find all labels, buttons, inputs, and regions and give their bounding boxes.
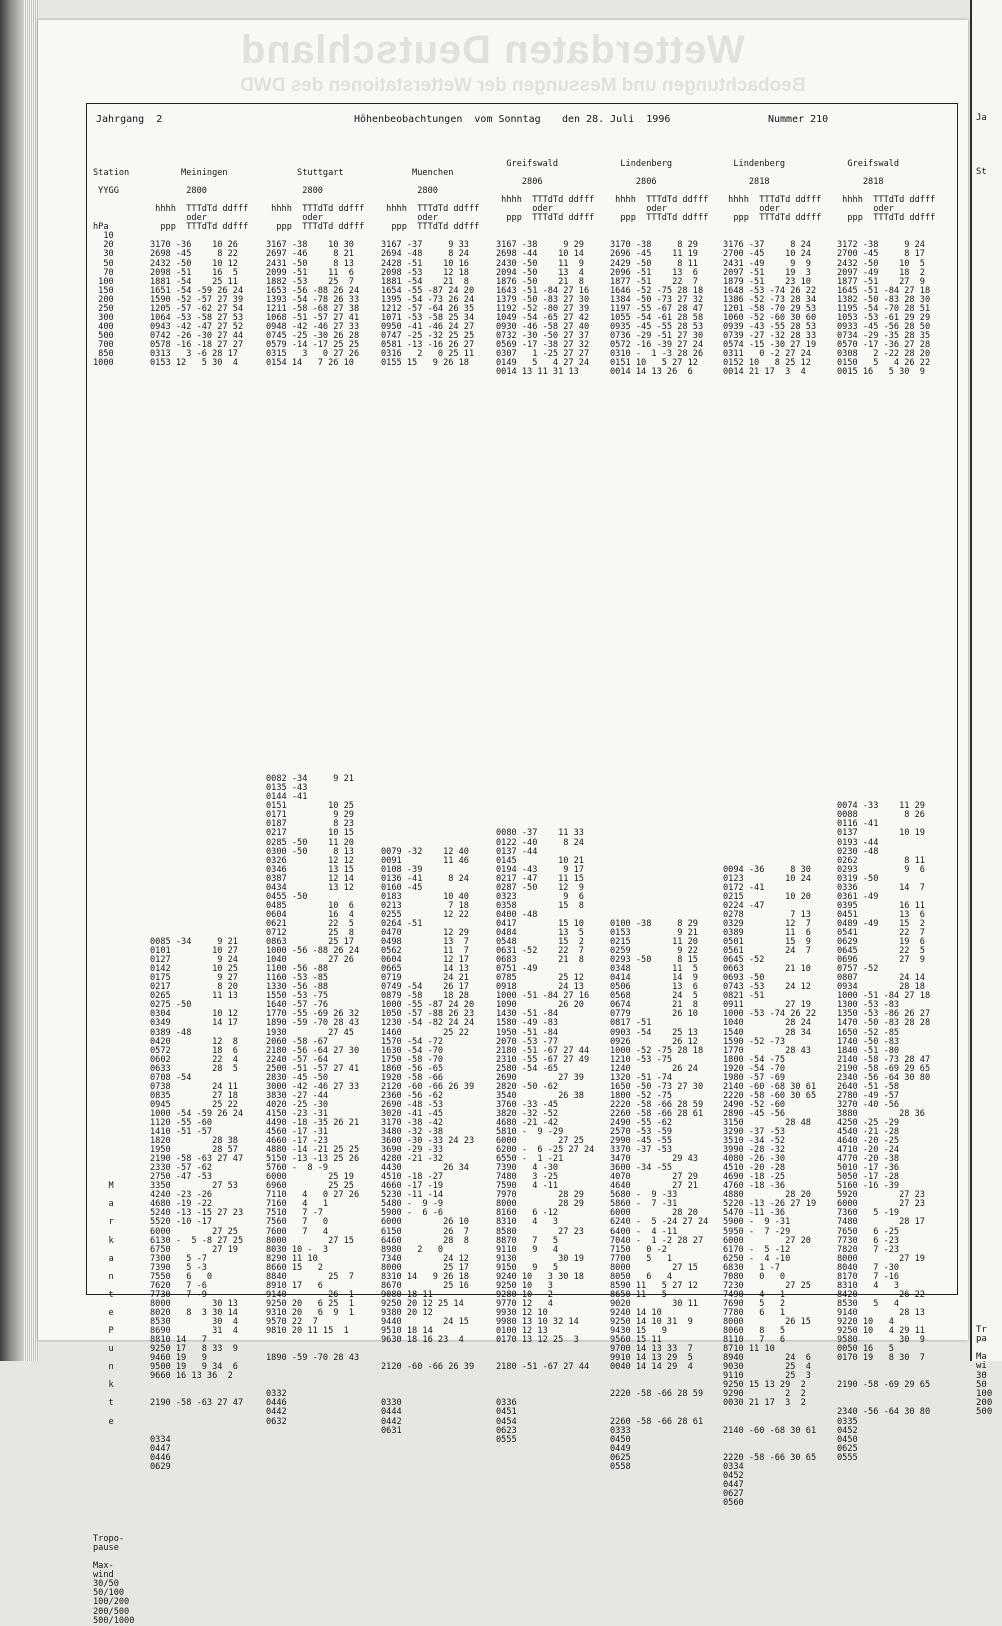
- page-title: Höhenbeobachtungen vom Sonntag: [354, 114, 541, 125]
- issue-number: Nummer 210: [768, 114, 829, 125]
- station-lindenberg-2818: Lindenberg 2818 hhhh TTTdTd ddfff oder ppp TTTdTd ddfff 3176 -37 8 24 2700 -45 10 24 2431 -49 9 9 2097 -51 19 3 1879 -51 23 10 1648 -53 -74 26 22 1386 -52 -73 28 34 1201 -58 -70 29 53 1060 -52 -60 30 60 0939 -43 -55 28 53 0739 -27 -32 28 33 0574 -15 -30 27 19 0311 0 -2 27 24 0152 10 8 25 12 0014 21 17 3 4 0094 -36 8 30 0123 10 24 0172 -41 0215 10 20 0224 -47 0278 7 13 0329 12 7 0389 11 6 0501 15 9 0561 24 7 0645 -52 0663 21 10 0693 -50 0743 -53 24 12 0821 -51 0911 27 19 1000 -53 -74 26 22 1040 28 24 1540 28 34 1590 -52 -73 1770 28 43 1800 -54 -75 1920 -54 -70 1980 -57 -69 2140 -60 -68 30 61 2220 -58 -60 30 65 2490 -52 -60 2890 -45 -56 3150 28 48 3290 -37 -53 3510 -34 -52 3990 -28 -32 4080 -26 -30 4510 -20 -28 4690 -18 -25 4760 -18 -36 4880 28 20 5220 -13 -26 27 19 5470 -11 -36 5900 - 9 -31 5950 - 7 -29 6000 27 20 6170 - 5 -12 6250 - 4 -10 6830 1 -7 7080 0 0 7230 27 25 7490 4 1 7690 5 2 7780 6 1 8000 26 15 8060 8 5 8110 7 6 8710 11 10 8940 24 6 9030 25 4 9110 25 3 9250 15 13 29 2 9290 2 2 0030 21 17 3 2 2140 -60 -68 30 61 2220 -58 -66 30 65 0334 0452 0447 0627 0560: [723, 159, 822, 1508]
- station-greifswald-2806: Greifswald 2806 hhhh TTTdTd ddfff oder ppp TTTdTd ddfff 3167 -38 9 29 2698 -44 10 14 2430 -50 11 9 2094 -50 13 4 1876 -50 21 8 1643 -51 -84 27 16 1379 -50 -83 27 30 1192 -52 -80 27 39 1049 -54 -65 27 42 0930 -46 -58 27 40 0732 -30 -50 27 37 0569 -17 -38 27 32 0307 1 -25 27 27 0149 5 4 27 24 0014 13 11 31 13 0080 -37 11 33 0122 -40 8 24 0137 -44 0145 10 21 0194 -43 9 17 0217 -47 11 15 0287 -50 12 9 0323 9 6 0358 15 8 0400 -48 0417 15 10 0484 13 5 0548 15 2 0631 -52 22 7 0683 21 8 0751 -49 0785 25 12 0918 24 13 1000 -51 -84 27 16 1090 26 20 1430 -51 -84 1580 -49 -83 1950 -51 -84 2070 -53 -77 2180 -51 -67 27 44 2310 -55 -67 27 49 2580 -54 -65 2690 27 39 2820 -50 -62 3540 26 38 3760 -33 -45 3820 -32 -52 4680 -21 -42 5810 - 9 -29 6000 27 25 6200 - 6 -25 27 24 6550 - 1 -21 7390 4 -30 7480 3 -25 7590 4 -11 7970 28 29 8000 28 29 8160 6 -12 8310 4 3 8580 27 23 8870 7 5 9110 9 4 9130 30 19 9150 9 5 9240 10 3 30 18 9250 10 3 9280 10 2 9770 12 4 9930 12 10 9980 13 10 32 14 0100 12 13 0170 13 12 25 3 2180 -51 -67 27 44 0336 0451 0454 0623 0555: [496, 159, 595, 1445]
- station-stuttgart: Stuttgart 2800 hhhh TTTdTd ddfff oder ppp TTTdTd ddfff 3167 -38 10 30 2697 -46 8 21 2431 -50 8 13 2099 -51 11 6 1882 -53 25 7 1653 -56 -88 26 24 1393 -54 -78 26 33 1211 -58 -68 27 38 1068 -51 -57 27 41 0948 -42 -46 27 33 0745 -25 -30 26 28 0579 -14 -17 25 25 0315 3 0 27 26 0154 14 7 26 10 0082 -34 9 21 0135 -43 0144 -41 0151 10 25 0171 9 29 0187 8 23 0217 10 15 0285 -50 11 20 0300 -50 8 13 0326 12 12 0346 13 15 0387 12 14 0434 13 12 0455 -50 0485 10 6 0604 16 4 0621 22 5 0712 25 8 0863 25 17 1000 -56 -88 26 24 1040 27 26 1100 -56 -88 1160 -53 -85 1330 -56 -88 1550 -53 -75 1640 -57 -76 1770 -55 -69 26 32 1890 -59 -70 28 43 1930 27 45 2060 -58 -67 2180 -56 -64 27 30 2240 -57 -64 2500 -51 -57 27 41 2830 -45 -50 3000 -42 -46 27 33 3830 -27 -44 4020 -25 -30 4150 -23 -31 4490 -18 -35 26 21 4560 -17 -31 4660 -17 -23 4880 -14 -21 25 25 5150 -13 -13 25 26 5760 - 8 -9 6000 25 19 6960 25 25 7110 4 0 27 26 7160 4 1 7510 7 -7 7560 7 0 7600 7 4 8000 27 15 8030 10 - 3 8290 11 10 8660 15 2 8840 25 7 8910 17 6 9140 26 1 9250 20 6 25 1 9310 20 6 9 1 9570 22 7 9810 20 11 15 1 1890 -59 -70 28 43 0332 0446 0442 0632: [266, 168, 365, 1427]
- station-greifswald-2818: Greifswald 2818 hhhh TTTdTd ddfff oder ppp TTTdTd ddfff 3172 -38 9 24 2700 -45 8 17 2432 -50 10 5 2097 -49 18 2 1877 -51 27 9 1645 -51 -84 27 18 1382 -50 -83 28 30 1195 -54 -70 28 51 1053 -53 -61 29 29 0933 -45 -56 28 50 0734 -29 -35 28 35 0570 -17 -36 27 28 0308 2 -22 28 20 0150 5 4 26 22 0015 16 5 30 9 0074 -33 11 29 0088 8 26 0116 -41 0137 10 19 0193 -44 0230 -48 0262 8 11 0293 9 6 0319 -50 0336 14 7 0361 -49 0395 16 11 0451 13 6 0489 -49 15 2 0541 22 7 0629 19 6 0645 22 5 0696 27 9 0757 -52 0807 24 14 0934 28 18 1000 -51 -84 27 18 1300 -53 -83 1350 -53 -86 26 27 1470 -50 -83 28 28 1650 -52 -85 1740 -50 -83 1840 -51 -80 2140 -58 -73 28 47 2190 -58 -69 29 65 2340 -56 -64 30 80 2640 -51 -58 2780 -49 -57 3270 -40 -56 3880 28 36 4250 -25 -29 4540 -21 -28 4640 -20 -25 4710 -20 -24 4770 -20 -38 5010 -17 -36 5050 -17 -28 5160 -16 -39 5920 27 23 6000 27 23 7360 5 -19 7480 28 17 7650 6 -25 7730 6 -23 7820 7 -23 8000 27 19 8040 7 -30 8170 7 -16 8310 4 3 8420 26 22 8530 5 4 9140 28 13 9220 10 4 9250 10 4 29 11 9580 30 9 0050 16 5 0170 19 8 30 7 2190 -58 -69 29 65 2340 -56 -64 30 80 0335 0452 0450 0625 0555: [837, 159, 936, 1463]
- jahrgang-label: Jahrgang 2: [96, 114, 163, 125]
- station-lindenberg-2806: Lindenberg 2806 hhhh TTTdTd ddfff oder ppp TTTdTd ddfff 3170 -38 8 29 2696 -45 11 19 2429 -50 8 11 2096 -51 13 6 1877 -51 22 7 1646 -52 -75 28 18 1384 -50 -73 27 32 1197 -55 -67 28 47 1055 -54 -61 28 58 0935 -45 -55 28 53 0736 -29 -51 27 30 0572 -16 -39 27 24 0310 - 1 -3 28 26 0151 10 5 27 12 0014 14 13 26 6 0100 -38 8 29 0153 9 21 0215 11 20 0259 9 22 0293 -50 8 15 0348 11 5 0414 14 9 0506 13 6 0568 24 5 0674 21 8 0779 26 10 0817 -51 0903 -54 25 13 0926 26 12 1000 -52 -75 28 18 1210 -53 -75 1240 26 24 1320 -51 -74 1650 -50 -73 27 30 1800 -52 -75 2220 -58 -66 28 59 2260 -58 -66 28 61 2490 -55 -62 2570 -53 -59 2990 -45 -55 3370 -37 -53 3470 29 43 3600 -34 -55 4070 27 29 4640 27 21 5680 - 9 -33 5860 - 7 -31 6000 28 20 6240 - 5 -24 27 24 6400 - 4 -11 7040 - 1 -2 28 27 7150 0 -2 7700 5 1 8000 27 15 8050 6 4 8590 11 5 27 12 8650 11 5 9020 30 11 9240 14 10 9250 14 10 31 9 9430 15 9 9560 15 11 9700 14 13 33 7 9910 14 13 29 5 0040 14 14 29 4 2220 -58 -66 28 59 2260 -58 -66 28 61 0333 0450 0449 0625 0558: [610, 159, 709, 1472]
- page-date: den 28. Juli 1996: [562, 114, 671, 125]
- facing-page-edge: [970, 0, 1002, 1417]
- sounding-tables: [93, 159, 958, 1626]
- page-stack-edge: [24, 0, 38, 1361]
- facing-page-text: Ja St Tr pa Ma wi 30 50 100 200 500: [976, 113, 993, 1417]
- station-meiningen: Meiningen 2800 hhhh TTTdTd ddfff oder ppp TTTdTd ddfff 3170 -36 10 26 2698 -45 8 22 2432 -50 10 12 2098 -51 16 5 1881 -54 25 11 1651 -54 -59 26 24 1590 -52 -57 27 39 1205 -57 -62 27 54 1064 -53 -58 27 53 0943 -42 -47 27 52 0742 -26 -30 27 44 0578 -16 -18 27 27 0313 3 -6 28 17 0153 12 5 30 4 0085 -34 9 21 0101 10 27 0127 9 24 0142 10 25 0175 9 27 0217 8 20 0265 11 13 0275 -50 0304 10 12 0349 14 17 0389 -48 0420 12 8 0572 18 6 0602 22 4 0633 28 5 0708 -54 0738 24 11 0835 27 18 0945 25 22 1000 -54 -59 26 24 1120 -55 -60 1410 -51 -57 1820 28 38 1950 28 57 2190 -58 -63 27 47 2330 -57 -62 2750 -47 -53 3350 27 53 4240 -23 -26 4680 -19 -22 5240 -13 -15 27 23 5520 -10 -17 6000 27 25 6130 - 5 -8 27 25 6750 27 19 7300 5 -7 7390 5 -3 7550 6 0 7620 7 -6 7730 7 -9 8000 30 13 8020 8 3 30 14 8530 30 4 8690 31 4 8810 14 7 9250 17 8 33 9 9460 19 9 9500 19 9 34 6 9660 16 13 36 2 2190 -58 -63 27 47 0334 0447 0446 0629: [150, 168, 249, 1472]
- row-labels-column: Station YYGG hPa 10 20 30 50 70 100 150 200 250 300 400 500 700 850 1000 M a r k a n t e P u n k t e Tropo- pause Max- wind 30/50 50/100 100/200 200/500 500/1000: [93, 168, 135, 1626]
- book-spine: [0, 0, 24, 1361]
- station-muenchen: Muenchen 2800 hhhh TTTdTd ddfff oder ppp TTTdTd ddfff 3167 -37 9 33 2694 -48 8 24 2428 -51 10 16 2098 -53 12 18 1881 -54 21 8 1654 -55 -87 24 20 1395 -54 -73 26 24 1212 -57 -64 26 35 1071 -53 -58 25 34 0950 -41 -46 24 27 0747 -25 -32 25 25 0581 -13 -16 26 27 0316 2 0 25 11 0155 15 9 26 18 0079 -32 12 40 0091 11 46 0108 -39 0136 -41 8 24 0160 -45 0183 10 40 0213 7 18 0255 12 22 0264 -51 0470 12 29 0498 13 7 0562 11 7 0604 12 17 0665 14 13 0719 24 21 0749 -54 26 17 0879 -58 18 28 1000 -55 -87 24 20 1050 -57 -88 26 23 1230 -54 -82 24 24 1460 25 22 1570 -54 -72 1630 -54 -70 1750 -58 -70 1860 -56 -65 1920 -58 -66 2120 -60 -66 26 39 2360 -56 -62 2690 -48 -53 3020 -41 -45 3170 -38 -42 3480 -32 -38 3600 -30 -33 24 23 3690 -29 -33 4280 -21 -32 4430 26 34 4510 -18 -27 4660 -17 -19 5230 -11 -14 5480 - 9 -9 5900 - 6 -6 6000 26 10 6150 26 7 6460 28 8 8980 2 0 7340 24 12 8000 25 17 8310 14 9 26 18 8670 25 16 9080 18 11 9250 20 12 25 14 9380 20 12 9440 24 15 9510 18 14 9630 18 16 23 4 2120 -60 -66 26 39 0330 0444 0442 0631: [381, 168, 480, 1436]
